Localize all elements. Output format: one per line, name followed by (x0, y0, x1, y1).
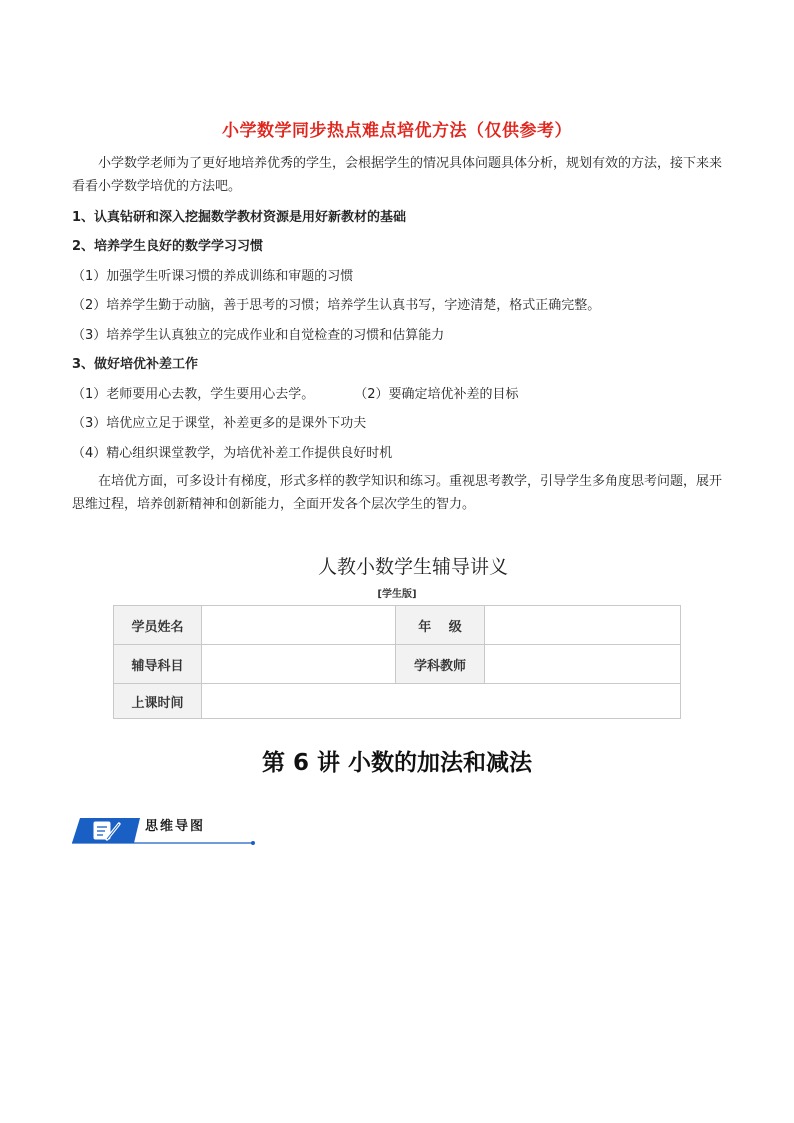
student-name-label: 学员姓名 (114, 606, 202, 645)
section-3-item-4: （4）精心组织课堂教学，为培优补差工作提供良好时机 (72, 446, 393, 461)
intro-paragraph: 小学数学老师为了更好地培养优秀的学生，会根据学生的情况具体问题具体分析，规划有效的方法，接下来来看看小学数学培优的方法吧。 (72, 156, 723, 194)
subject-field[interactable] (202, 645, 396, 684)
student-name-field[interactable] (202, 606, 396, 645)
class-time-field[interactable] (202, 684, 681, 719)
section-3-item-1: （1）老师要用心去教，学生要用心去学。 (72, 387, 315, 402)
subject-label: 辅导科目 (114, 645, 202, 684)
section-3-item-2: （2）要确定培优补差的目标 (354, 387, 519, 402)
section-1-heading: 1、认真钻研和深入挖掘数学教材资源是用好新教材的基础 (72, 210, 407, 225)
section-2-heading: 2、培养学生良好的数学学习习惯 (72, 239, 264, 254)
page-title: 小学数学同步热点难点培优方法（仅供参考） (222, 121, 572, 141)
teacher-label: 学科教师 (396, 645, 485, 684)
class-time-label: 上课时间 (114, 684, 202, 719)
section-2-item-2: （2）培养学生勤于动脑，善于思考的习惯；培养学生认真书写，字迹清楚，格式正确完整。 (72, 298, 601, 313)
section-2-item-3: （3）培养学生认真独立的完成作业和自觉检查的习惯和估算能力 (72, 328, 445, 343)
edition-label: [学生版] (377, 589, 417, 600)
grade-label: 年 级 (396, 606, 485, 645)
teacher-field[interactable] (485, 645, 681, 684)
handout-title: 人教小数学生辅导讲义 (317, 556, 508, 578)
mind-map-label: 思维导图 (145, 819, 206, 834)
section-3-item-3: （3）培优应立足于课堂，补差更多的是课外下功夫 (72, 416, 367, 431)
grade-field[interactable] (485, 606, 681, 645)
section-3-items-row (72, 383, 519, 402)
section-3-heading: 3、做好培优补差工作 (72, 357, 199, 372)
student-info-table (113, 605, 681, 719)
closing-paragraph: 在培优方面，可多设计有梯度，形式多样的教学知识和练习。重视思考教学，引导学生多角度思考问题，展开思维过程，培养创新精神和创新能力，全面开发各个层次学生的智力。 (72, 474, 723, 512)
section-2-item-1: （1）加强学生听课习惯的养成训练和审题的习惯 (72, 269, 354, 284)
lecture-title: 第 6 讲 小数的加法和减法 (261, 750, 533, 776)
banner-dot (251, 841, 255, 845)
